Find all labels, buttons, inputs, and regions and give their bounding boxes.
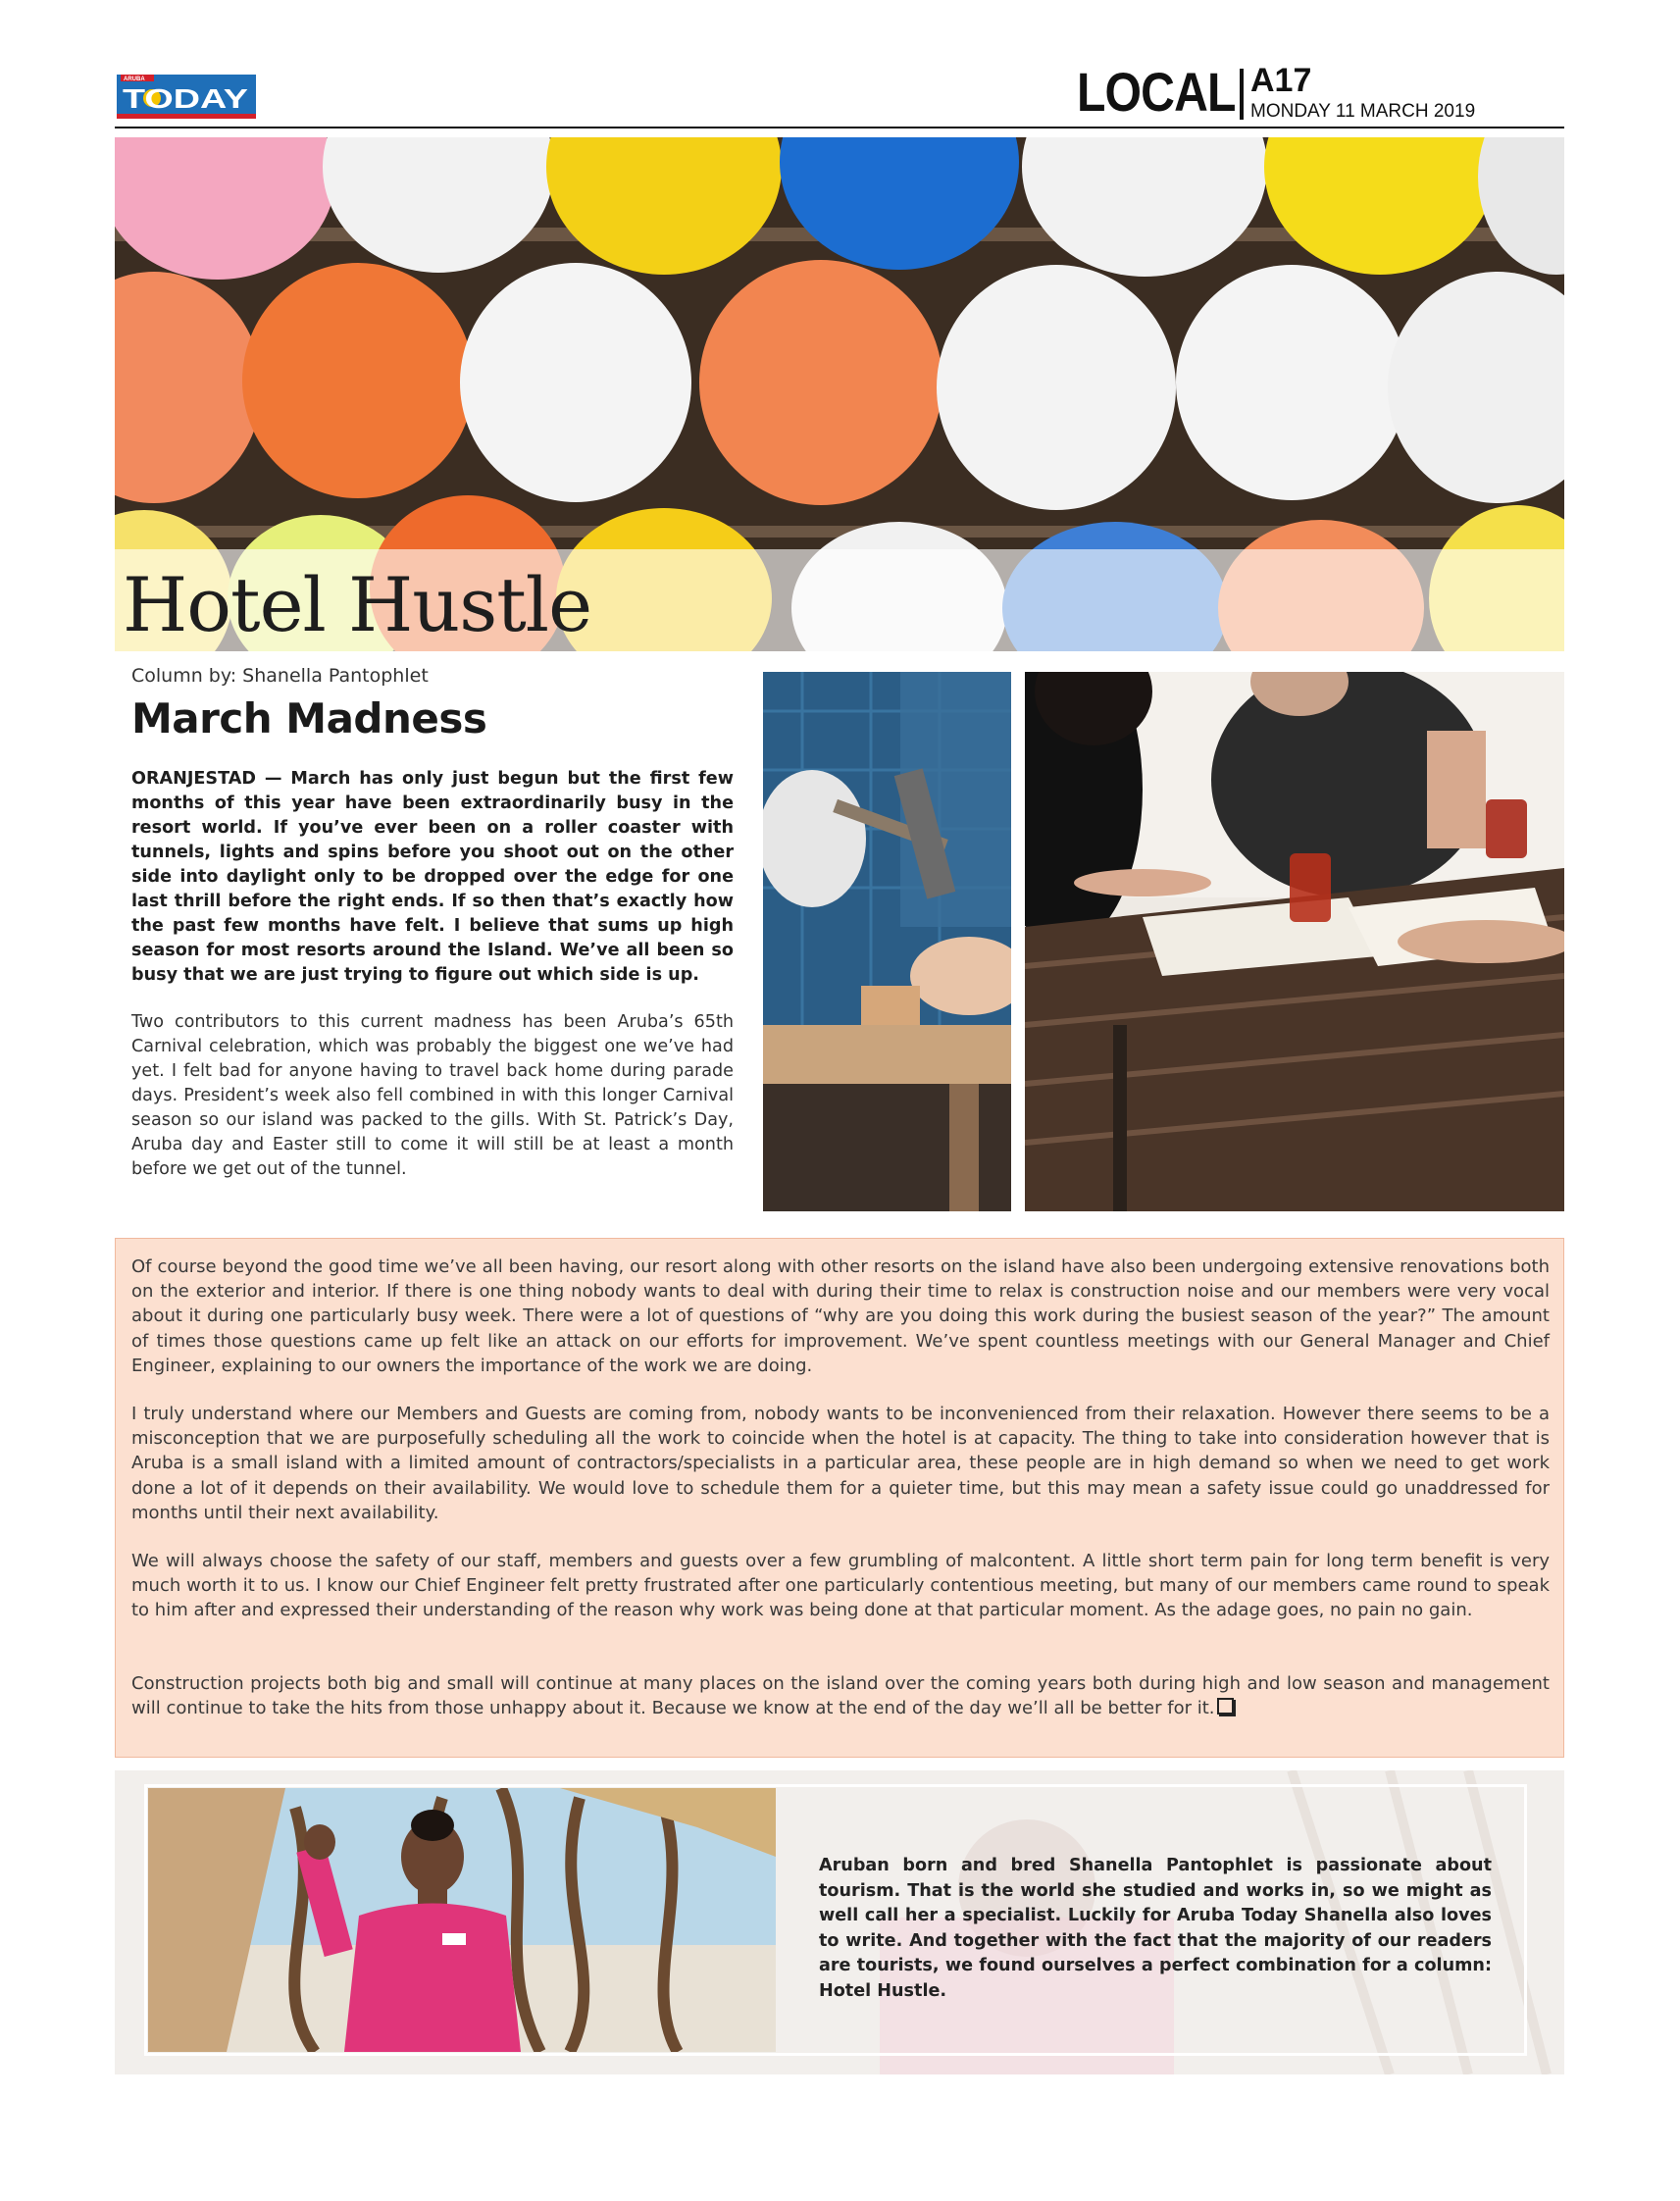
hammer-photo xyxy=(763,672,1011,1211)
issue-date: MONDAY 11 MARCH 2019 xyxy=(1250,101,1476,122)
box-paragraph-final xyxy=(131,1671,1550,1720)
page-number: A17 xyxy=(1250,62,1312,99)
logo-text: TODAY xyxy=(123,83,249,114)
box-paragraph: I truly understand where our Members and Guests are coming from, nobody wants to be inconvenienced from their relaxation. However there seems to be a misconception that we are purposefully scheduling all the work to coincide when the hotel is at capacity. The thing to take into consideration however that is Aruba is a small island with a limited amount of contractors/specialists in a particular area, these people are in high demand so when we need to get work done a lot of it depends on their availability. We would love to schedule them for a quieter time, but this may mean a safety issue could go unaddressed for months until their next availability. xyxy=(131,1404,1550,1523)
column-title: Hotel Hustle xyxy=(123,561,592,648)
meeting-photo xyxy=(1025,672,1564,1211)
section-name: LOCAL xyxy=(1077,61,1236,123)
body-text-box xyxy=(115,1238,1564,1758)
hero-hard-hats-image xyxy=(115,137,1564,651)
aruba-today-logo xyxy=(115,71,258,120)
author-bio-text: Aruban born and bred Shanella Pantophlet is passionate about tourism. That is the world she studied and works in, so we might as well call her a specialist. Luckily for Aruba Today Shanella also loves to write. And together with the fact that the majority of our readers are tourists, we found ourselves a perfect combination for a column: Hotel Hustle. xyxy=(819,1856,1492,2001)
logo-small-text: ARUBA xyxy=(124,77,145,82)
author-bio-section xyxy=(115,1770,1564,2074)
box-paragraph: We will always choose the safety of our staff, members and guests over a few grumbling of malcontent. A little short term pain for long term benefit is very much worth it to us. I know our Chief Engineer felt pretty frustrated after one particularly contentious meeting, but many of our members came round to speak to him after and expressed their understanding of the reason why work was being done at that particular moment. As the adage goes, no pain no gain. xyxy=(131,1551,1550,1621)
section-divider xyxy=(1240,69,1244,120)
article-paragraph: Two contributors to this current madness has been Aruba’s 65th Carnival celebration, which was probably the biggest one we’ve had yet. I felt bad for anyone having to travel back home during parade days. President’s week also fell combined in with this longer Carnival season so our island was packed to the gills. With St. Patrick’s Day, Aruba day and Easter still to come it will still be at least a month before we get out of the tunnel. xyxy=(131,1012,734,1179)
headline: March Madness xyxy=(131,694,487,742)
box-paragraph-text: Construction projects both big and small will continue at many places on the island over the coming years both during high and low season and management will continue to take the hits from those unhappy about it. Because we know at the end of the day we’ll all be better for it. xyxy=(131,1673,1550,1719)
box-paragraph: Of course beyond the good time we’ve all been having, our resort along with other resorts on the island have also been undergoing extensive renovations both on the exterior and interior. If there is one thing nobody wants to deal with during their time to relax is construction noise and our members were very vocal about it during one particularly busy week. There were a lot of questions of “why are you doing this work during the busiest season of the year?” The amount of times those questions came up felt like an attack on our efforts for improvement. We’ve spent countless meetings with our General Manager and Chief Engineer, explaining to our owners the importance of the work we are doing. xyxy=(131,1256,1550,1376)
end-mark-icon xyxy=(1217,1698,1234,1715)
byline: Column by: Shanella Pantophlet xyxy=(131,665,429,687)
lede-paragraph: ORANJESTAD — March has only just begun but the first few months of this year have been extraordinarily busy in the resort world. If you’ve ever been on a roller coaster with tunnels, lights and spins before you shoot out on the other side into daylight only to be dropped over the edge for one last thrill before the right ends. If so then that’s exactly how the past few months have felt. I believe that sums up high season for most resorts around the Island. We’ve all been so busy that we are just trying to figure out which side is up. xyxy=(131,769,734,985)
header-rule xyxy=(115,127,1564,128)
